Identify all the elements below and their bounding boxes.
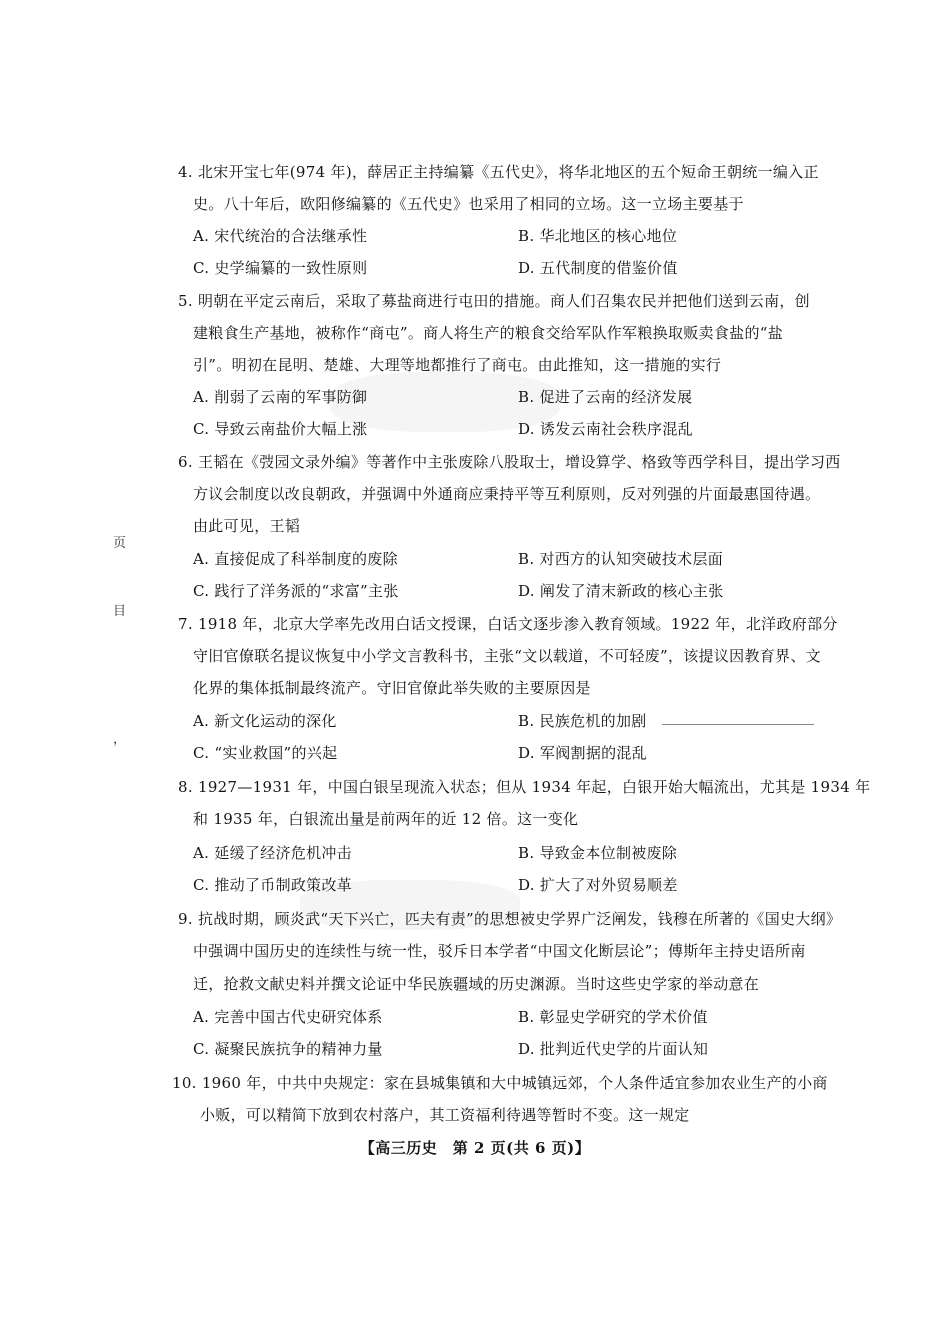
option-a: A. 宋代统治的合法继承性 bbox=[193, 227, 368, 245]
option-c: C. “实业救国”的兴起 bbox=[193, 744, 338, 762]
question-stem-line: 小贩，可以精简下放到农村落户，其工资福利待遇等暂时不变。这一规定 bbox=[200, 1106, 690, 1124]
option-b: B. 彰显史学研究的学术价值 bbox=[518, 1008, 708, 1026]
question-stem-line: 6. 王韬在《弢园文录外编》等著作中主张废除八股取士，增设算学、格致等西学科目，提出学习西 bbox=[178, 453, 841, 471]
option-b: B. 导致金本位制被废除 bbox=[518, 844, 678, 862]
question-stem-line: 4. 北宋开宝七年(974 年)，薛居正主持编纂《五代史》，将华北地区的五个短命王朝统一编入正 bbox=[178, 163, 819, 181]
margin-mark: 页 bbox=[113, 536, 127, 551]
option-d: D. 阐发了清末新政的核心主张 bbox=[518, 582, 724, 600]
option-a: A. 直接促成了科举制度的废除 bbox=[193, 550, 398, 568]
question-stem-line: 方议会制度以改良朝政，并强调中外通商应秉持平等互利原则，反对列强的片面最惠国待遇。 bbox=[193, 485, 821, 503]
option-b: B. 对西方的认知突破技术层面 bbox=[518, 550, 724, 568]
option-b: B. 民族危机的加剧 bbox=[518, 712, 647, 730]
option-c: C. 导致云南盐价大幅上涨 bbox=[193, 420, 368, 438]
option-a: A. 削弱了云南的军事防御 bbox=[193, 388, 368, 406]
question-stem-line: 由此可见，王韬 bbox=[193, 517, 301, 535]
margin-mark: 目 bbox=[113, 604, 127, 619]
option-c: C. 践行了洋务派的“求富”主张 bbox=[193, 582, 399, 600]
option-d: D. 五代制度的借鉴价值 bbox=[518, 259, 678, 277]
question-stem-line: 迁，抢救文献史料并撰文论证中华民族疆域的历史渊源。当时这些史学家的举动意在 bbox=[193, 975, 760, 993]
option-c: C. 凝聚民族抗争的精神力量 bbox=[193, 1040, 383, 1058]
option-c: C. 史学编纂的一致性原则 bbox=[193, 259, 368, 277]
question-stem-line: 9. 抗战时期，顾炎武“天下兴亡，匹夫有责”的思想被史学界广泛阐发，钱穆在所著的《国史大纲》 bbox=[178, 910, 842, 928]
question-stem-line: 史。八十年后，欧阳修编纂的《五代史》也采用了相同的立场。这一立场主要基于 bbox=[193, 195, 744, 213]
question-stem-line: 化界的集体抵制最终流产。守旧官僚此举失败的主要原因是 bbox=[193, 679, 591, 697]
option-c: C. 推动了币制政策改革 bbox=[193, 876, 353, 894]
option-b: B. 华北地区的核心地位 bbox=[518, 227, 678, 245]
question-stem-line: 和 1935 年，白银流出量是前两年的近 12 倍。这一变化 bbox=[193, 810, 579, 828]
question-stem-line: 8. 1927—1931 年，中国白银呈现流入状态；但从 1934 年起，白银开始大幅流出，尤其是 1934 年 bbox=[178, 778, 871, 796]
question-stem-line: 守旧官僚联名提议恢复中小学文言教科书，主张“文以载道，不可轻废”，该提议因教育界、文 bbox=[193, 647, 821, 665]
option-a: A. 延缓了经济危机冲击 bbox=[193, 844, 352, 862]
option-b: B. 促进了云南的经济发展 bbox=[518, 388, 693, 406]
question-stem-line: 建粮食生产基地，被称作“商屯”。商人将生产的粮食交给军队作军粮换取贩卖食盐的“盐 bbox=[193, 324, 784, 342]
margin-mark: ， bbox=[113, 732, 127, 747]
question-stem-line: 中强调中国历史的连续性与统一性，驳斥日本学者“中国文化断层论”；傅斯年主持史语所南 bbox=[193, 942, 806, 960]
option-a: A. 新文化运动的深化 bbox=[193, 712, 337, 730]
option-d: D. 诱发云南社会秩序混乱 bbox=[518, 420, 693, 438]
option-d: D. 军阀割据的混乱 bbox=[518, 744, 648, 762]
question-stem-line: 5. 明朝在平定云南后，采取了募盐商进行屯田的措施。商人们召集农民并把他们送到云南，创 bbox=[178, 292, 810, 310]
question-stem-line: 7. 1918 年，北京大学率先改用白话文授课，白话文逐步渗入教育领域。1922 年，北洋政府部分 bbox=[178, 615, 838, 633]
stray-line bbox=[662, 724, 814, 725]
question-stem-line: 引”。明初在昆明、楚雄、大理等地都推行了商屯。由此推知，这一措施的实行 bbox=[193, 356, 722, 374]
option-d: D. 扩大了对外贸易顺差 bbox=[518, 876, 678, 894]
page-footer: 【高三历史 第 2 页(共 6 页)】 bbox=[359, 1139, 591, 1157]
option-d: D. 批判近代史学的片面认知 bbox=[518, 1040, 709, 1058]
question-stem-line: 10. 1960 年，中共中央规定：家在县城集镇和大中城镇远郊，个人条件适宜参加农业生产的小商 bbox=[172, 1074, 828, 1092]
option-a: A. 完善中国古代史研究体系 bbox=[193, 1008, 383, 1026]
